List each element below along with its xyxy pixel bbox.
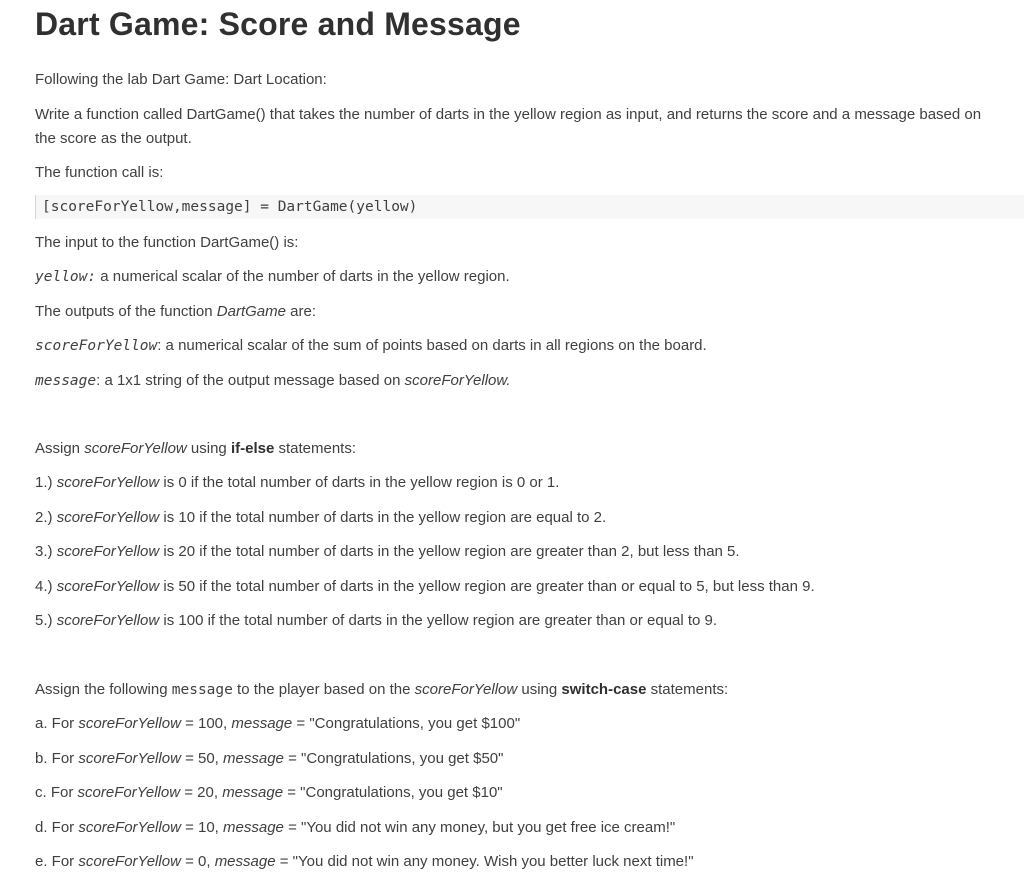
case-value: = 100,: [180, 715, 232, 732]
case-equals: =: [283, 750, 302, 767]
assign-message-suffix: statements:: [646, 681, 729, 698]
input-variable-description: a numerical scalar of the number of darts in the yellow region.: [96, 268, 510, 285]
case-prefix: d. For: [35, 819, 79, 836]
rule-text: is 100 if the total number of darts in the yellow region are greater than or equal to 9.: [159, 612, 718, 629]
score-rule: [35, 575, 815, 599]
case-variable: scoreForYellow: [77, 784, 181, 801]
assign-message-middle-2: using: [517, 681, 562, 698]
case-prefix: b. For: [35, 750, 79, 767]
rule-number: 3.): [35, 543, 57, 560]
rule-text: is 20 if the total number of darts in the yellow region are greater than 2, but less than 5.: [159, 543, 740, 560]
output-message-variable: message: [35, 373, 97, 389]
rule-variable: scoreForYellow: [56, 612, 160, 629]
rule-variable: scoreForYellow: [56, 509, 160, 526]
case-message: "You did not win any money, but you get free ice cream!": [301, 819, 676, 836]
intro-text: Following the lab Dart Game: Dart Location:: [35, 71, 327, 88]
function-call-intro: The function call is:: [35, 164, 164, 181]
score-rule: [35, 540, 740, 564]
case-prefix: e. For: [35, 853, 79, 870]
assign-score-keyword: if-else: [230, 440, 275, 457]
case-equals: =: [292, 715, 310, 732]
rule-text: is 0 if the total number of darts in the yellow region is 0 or 1.: [159, 474, 560, 491]
case-value: = 20,: [180, 784, 223, 801]
rule-number: 2.): [35, 509, 57, 526]
case-variable: scoreForYellow: [78, 715, 181, 732]
case-value: = 10,: [180, 819, 224, 836]
case-value: = 0,: [180, 853, 215, 870]
case-message-variable: message: [231, 715, 293, 732]
rule-text: is 10 if the total number of darts in the yellow region are equal to 2.: [159, 509, 607, 526]
score-rule: [35, 471, 559, 495]
case-variable: scoreForYellow: [78, 750, 181, 767]
score-rule: [35, 609, 717, 633]
assign-score-heading: [35, 437, 356, 461]
rule-text: is 50 if the total number of darts in the yellow region are greater than or equal to 5, but less than 9.: [159, 578, 815, 595]
assign-message-variable: scoreForYellow: [414, 681, 518, 698]
case-equals: =: [283, 819, 302, 836]
input-intro: The input to the function DartGame() is:: [35, 234, 299, 251]
case-message: "Congratulations, you get $10": [300, 784, 503, 801]
case-message-variable: message: [222, 784, 284, 801]
case-message: "Congratulations, you get $100": [309, 715, 521, 732]
assign-score-suffix: statements:: [274, 440, 357, 457]
rule-number: 5.): [35, 612, 57, 629]
message-case: [35, 850, 694, 874]
case-equals: =: [275, 853, 293, 870]
message-case: [35, 816, 675, 840]
outputs-function-name: DartGame: [216, 303, 286, 320]
function-call-code: [scoreForYellow,message] = DartGame(yellow): [35, 195, 1024, 219]
rule-number: 4.): [35, 578, 57, 595]
rule-variable: scoreForYellow: [56, 578, 160, 595]
output-score-text: : a numerical scalar of the sum of points based on darts in all regions on the board.: [157, 337, 707, 354]
case-value: = 50,: [180, 750, 224, 767]
case-message-variable: message: [214, 853, 276, 870]
assign-message-heading: [35, 678, 728, 702]
rule-number: 1.): [35, 474, 57, 491]
message-case: [35, 781, 503, 805]
case-variable: scoreForYellow: [78, 819, 181, 836]
case-message-variable: message: [223, 819, 284, 836]
assign-message-code: message: [171, 682, 233, 698]
input-description: [35, 265, 510, 289]
outputs-intro-text: The outputs of the function: [35, 303, 217, 320]
output-score-variable: scoreForYellow: [35, 338, 158, 354]
output-message-reference: scoreForYellow.: [404, 372, 511, 389]
assign-message-keyword: switch-case: [561, 681, 647, 698]
case-equals: =: [283, 784, 301, 801]
message-case: [35, 712, 520, 736]
assign-message-prefix: Assign the following: [35, 681, 172, 698]
assign-score-middle: using: [186, 440, 231, 457]
output-message-text: : a 1x1 string of the output message based on: [96, 372, 405, 389]
rule-variable: scoreForYellow: [56, 474, 160, 491]
rule-variable: scoreForYellow: [56, 543, 160, 560]
output-message-description: [35, 369, 511, 393]
case-prefix: c. For: [35, 784, 78, 801]
output-score-description: [35, 334, 707, 358]
case-message: "Congratulations, you get $50": [301, 750, 504, 767]
case-message-variable: message: [223, 750, 284, 767]
outputs-intro-suffix: are:: [285, 303, 316, 320]
case-prefix: a. For: [35, 715, 79, 732]
input-variable: yellow:: [35, 269, 97, 285]
assign-message-middle: to the player based on the: [232, 681, 415, 698]
message-case: [35, 747, 503, 771]
task-description: Write a function called DartGame() that takes the number of darts in the yellow region as input, and returns the score and a message based on the score as the output.: [35, 106, 982, 147]
assign-score-prefix: Assign: [35, 440, 85, 457]
page-title: Dart Game: Score and Message: [35, 6, 521, 42]
outputs-intro: [35, 300, 316, 324]
assign-score-variable: scoreForYellow: [84, 440, 187, 457]
case-message: "You did not win any money. Wish you better luck next time!": [292, 853, 694, 870]
case-variable: scoreForYellow: [78, 853, 181, 870]
score-rule: [35, 506, 606, 530]
